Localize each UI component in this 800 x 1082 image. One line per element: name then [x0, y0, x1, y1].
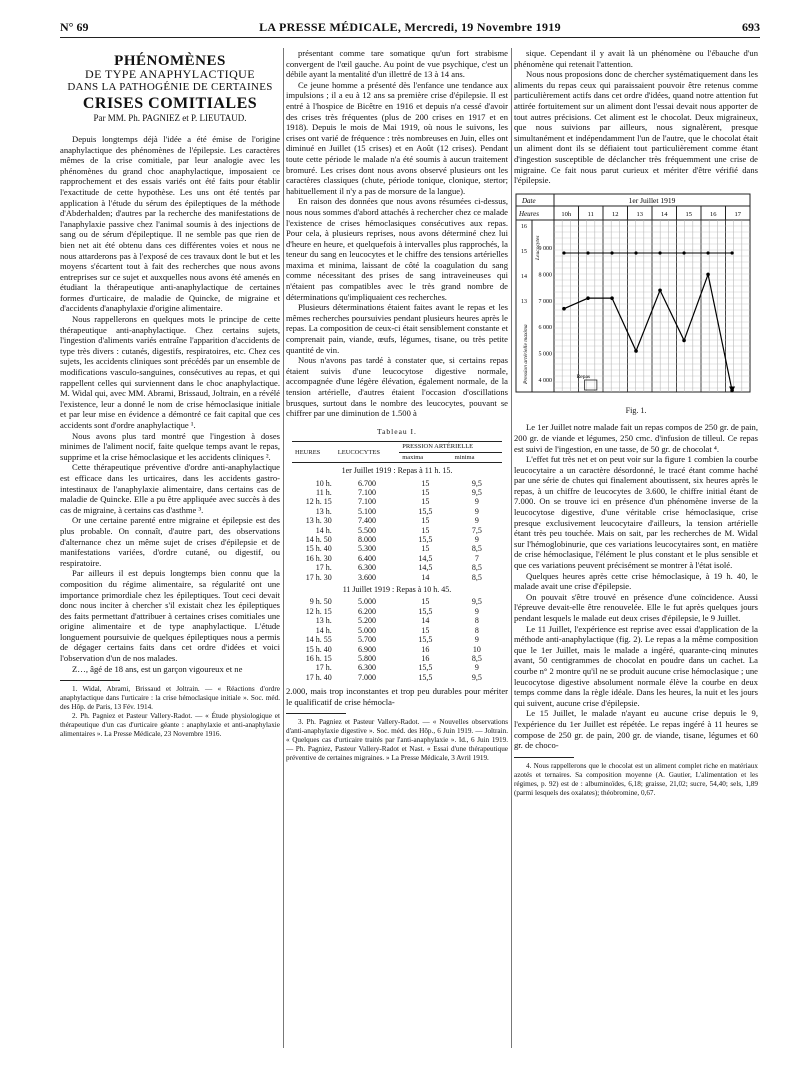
- header-rule: [60, 37, 760, 38]
- table-cell: 8,5: [471, 572, 482, 582]
- paragraph: Cette thérapeutique préventive d'ordre anti-anaphylactique est efficace dans les urticaires, dans les accidents gastro-intestinaux de l'anaphylaxie alimentaire, dans certains cas de maladie de Quincke. Elle a pu être appliquée avec succès à des cas de migraine, à certains cas d'asthme ³.: [60, 462, 280, 515]
- column-3-body: [514, 422, 758, 750]
- table-row: [292, 507, 502, 516]
- chart-title: 1er Juillet 1919: [628, 195, 676, 205]
- article-title-line1: PHÉNOMÈNES: [114, 53, 226, 69]
- table-cell: 3.600: [357, 572, 376, 582]
- table-cell: 10 h.: [315, 478, 332, 488]
- table-cell: 15: [421, 625, 430, 635]
- table-row: [292, 645, 502, 654]
- table-cell: 17 h. 40: [305, 672, 332, 682]
- chart-leuco-tick: 7 000: [538, 298, 552, 305]
- table-row: [292, 616, 502, 625]
- chart-hour-label: 17: [734, 210, 741, 218]
- footnote-rule: [514, 757, 574, 758]
- table-cell: 15,5: [418, 663, 433, 673]
- table-cell: 10: [472, 644, 481, 654]
- table-row: [292, 479, 502, 488]
- table-row: [292, 607, 502, 616]
- column-2-footnotes: [286, 718, 508, 763]
- table-cell: 15,5: [418, 672, 433, 682]
- table-cell: 17 h.: [315, 563, 332, 573]
- table-cell: 9 h. 50: [309, 597, 332, 607]
- table-cell: 16 h. 15: [305, 653, 332, 663]
- table-row: [292, 635, 502, 644]
- table-group-header: 1er Juillet 1919 : Repas à 11 h. 15.: [341, 466, 453, 476]
- table-cell: 7.100: [357, 497, 376, 507]
- table-cell: 7,5: [471, 525, 482, 535]
- chart-hour-label: 12: [612, 210, 619, 218]
- table-cell: 14,5: [418, 563, 433, 573]
- table-cell: 15,5: [418, 606, 433, 616]
- table-cell: 9,5: [471, 488, 482, 497]
- chart-leuco-tick: 5 000: [538, 351, 552, 358]
- chart-frame: [516, 194, 750, 392]
- table-cell: 6.700: [357, 478, 376, 488]
- table-cell: 7.000: [357, 672, 376, 682]
- article-authors: Par MM. Ph. PAGNIEZ et P. LIEUTAUD.: [93, 113, 247, 124]
- table-row: [292, 544, 502, 553]
- table-cell: 6.300: [357, 563, 376, 573]
- paragraph: Par ailleurs il est depuis longtemps bien connu que la composition du régime alimentaire, sa régularité ont une importance primordiale chez les épileptiques. Tout ceci devait donc nous inciter à chercher s'il existait chez les épileptiques des faits permettant d'attribuer à certaines crises comitiales une origine alimentaire et de type anaphylactique. L'étude longuement poursuivie de quelques épileptiques nous a permis de dégager certains faits dans cet ordre d'idées et voici l'observation d'un de nos malades.: [60, 568, 280, 664]
- table-cell: 8: [474, 616, 479, 626]
- paragraph: Nous avons plus tard montré que l'ingestion à doses minimes de l'aliment nocif, faite quelque temps avant le repas, supprime et la crise hémoclasique et les accidents cliniques ².: [60, 430, 280, 462]
- pressure-point: [586, 251, 589, 254]
- figure-1: [514, 192, 754, 402]
- table-row: [292, 597, 502, 606]
- table-cell: 12 h. 15: [305, 606, 332, 616]
- table-cell: 15,5: [418, 535, 433, 545]
- article-title-line3: DANS LA PATHOGÉNIE DE CERTAINES: [67, 81, 273, 94]
- column-3-top: [514, 48, 758, 186]
- chart-leuco-axis-label: Leucocytes: [535, 235, 541, 260]
- table-cell: 8,5: [471, 563, 482, 573]
- table-row: [292, 554, 502, 563]
- pressure-point: [730, 251, 733, 254]
- table-cell: 5.100: [357, 506, 376, 516]
- table-row: [292, 488, 502, 497]
- chart-hour-label: 13: [636, 210, 643, 218]
- table-cell: 5.000: [357, 597, 376, 607]
- paragraph: Le 15 Juillet, le malade n'ayant eu aucune crise depuis le 9, l'expérience du 1er Juillet est répétée. Le repas ingéré à 11 heures se compose de 250 gr. de pain, 200 gr. de viande, tisane, légumes et 60 gr. de choco-: [514, 708, 758, 751]
- leucocyte-point: [682, 338, 686, 342]
- table-cell: 5.800: [357, 653, 376, 663]
- leucocyte-point: [634, 349, 638, 353]
- table-cell: 13 h. 30: [305, 516, 332, 526]
- table-cell: 8,5: [471, 653, 482, 663]
- leucocyte-point: [586, 296, 590, 300]
- table-cell: 7: [474, 553, 479, 563]
- paragraph: Nous n'avons pas tardé à constater que, si certains repas étaient suivis d'une leucocytose digestive normale, accompagnée d'une légère élévation, également normale, de la tension artérielle, d'autres étaient l'occasion d'oscillations brusques, surtout dans le nombre des leucocytes, pouvant se chiffrer par une diminution de 1.500 à: [286, 355, 508, 419]
- pressure-point: [682, 251, 685, 254]
- table-cell: 9,5: [471, 672, 482, 682]
- paragraph: On pouvait s'être trouvé en présence d'une coïncidence. Aussi l'épreuve devait-elle être renouvelée. Elle le fut après quelques jours pendant lesquels le malade eut deux crises d'épilepsie, le 9 Juillet.: [514, 591, 758, 623]
- footnote: 3. Ph. Pagniez et Pasteur Vallery-Radot. — « Nouvelles observations d'anti-anaphylaxie digestive ». Soc. méd. des Hôp., 6 Juin 1919. — Joltrain. « Quelques cas d'urticaire traités par l'anti-anaphylaxie ». Id., 6 Juin 1919. — Ph. Pagniez, Pasteur Vallery-Radot et Nast. « Essai d'une thérapeutique préventive de certaines migraines. » La Presse Médicale, 3 Avril 1919.: [286, 718, 508, 763]
- footnote-rule: [286, 713, 346, 714]
- table-cell: 6.300: [357, 663, 376, 673]
- pressure-point: [658, 251, 661, 254]
- page-number: 693: [742, 20, 760, 34]
- table-cell: 15: [421, 516, 430, 526]
- table-cell: 11 h.: [316, 488, 332, 497]
- column-1-footnotes: [60, 685, 280, 739]
- table-cell: 15,5: [418, 635, 433, 645]
- chart-pressure-tick: 13: [521, 298, 527, 305]
- col-leucocytes: LEUCOCYTES: [335, 442, 399, 463]
- table-row: [292, 673, 502, 682]
- paragraph: L'effet fut très net et on peut voir sur la figure 1 combien la courbe leucocytaire a un caractère désordonné, le tracé étant comme haché par une série de chutes qui finalement aboutissent, six heures après le repas, à un chiffre de leucocytes de 3.600, le chiffre initial étant de 7.000. On se trouve ici en présence d'un phénomène inverse de la leucocytose digestive, d'une véritable crise hémoclasique, crise presque exclusivement leucocytaire d'ailleurs, la tension artérielle étant très peu touchée. Mais on sait, par les recherches de M. Widal sur l'hémoglobinurie, que ces variations leucocytaires sont, en matière de crise hémoclasique, l'élément le plus constant et le plus sensible et que ces variations peuvent précisément se montrer à l'état isolé.: [514, 454, 758, 571]
- table-cell: 7.400: [357, 516, 376, 526]
- chart-leuco-tick: 6 000: [538, 324, 552, 331]
- table-cell: 9,5: [471, 597, 482, 607]
- table-cell: 5.000: [357, 625, 376, 635]
- pressure-point: [706, 251, 709, 254]
- paragraph: présentant comme tare somatique qu'un fort strabisme convergent de l'œil gauche. Au point de vue psychique, c'est un débile ayant la mentalité d'un illettré de 13 à 14 ans.: [286, 48, 508, 80]
- table-cell: 15 h. 40: [305, 544, 332, 554]
- table-cell: 15: [421, 488, 430, 497]
- table-cell: 15: [421, 544, 430, 554]
- paragraph: Nous rappellerons en quelques mots le principe de cette thérapeutique anti-anaphylactique. Chez certains sujets, l'ingestion d'aliments variés entraîne l'apparition d'accidents de type très divers : cutanés, digestifs, respiratoires, etc. Chez ces sujets, les accidents cliniques sont précédés par un ensemble de modifications vasculo-sanguines, consécutives au repas, et qui rappellent celles qui surviennent dans le choc anaphylactique. M. Widal qui, avec MM. Abrami, Brissaud, Joltrain, en a révélé l'existence, leur a donné le nom de crise hémoclasique initiale et par leur mise en évidence a démontré ce fait capital que ces accidents sont d'ordre anaphylactique ¹.: [60, 314, 280, 430]
- chart-pressure-tick: 14: [521, 273, 527, 280]
- table-row: [292, 563, 502, 572]
- column-1: [60, 48, 280, 1038]
- table-cell: 13 h.: [315, 506, 332, 516]
- chart-hour-label: 15: [685, 210, 692, 218]
- paragraph: 2.000, mais trop inconstantes et trop peu durables pour mériter le qualificatif de crise hémocla-: [286, 686, 508, 707]
- table-cell: 16: [421, 644, 430, 654]
- paragraph: En raison des données que nous avons résumées ci-dessus, nous nous sommes d'abord attachés à rechercher chez ce malade l'existence de crises hémoclasiques consécutives aux repas. Pour cela, à plusieurs reprises, nous avons déterminé chez lui d'heure en heure, et quelquefois à intervalles plus rapprochés, la teneur du sang en leucocytes et le chiffre des tensions artérielles maxima et minima, laissant de côté la coagulation du sang comme nécessitant des prises de sang intraveineuses qui n'étaient pas compatibles avec le très grand nombre de déterminations qu'impliquaient ces recherches.: [286, 196, 508, 302]
- table-cell: 7.100: [357, 488, 376, 497]
- pressure-point: [610, 251, 613, 254]
- table-row: [292, 526, 502, 535]
- table-cell: 9: [474, 506, 479, 516]
- chart-leuco-tick: 8 000: [538, 272, 552, 279]
- chart-hour-label: 10h: [561, 210, 572, 218]
- leucocyte-point: [658, 288, 662, 292]
- column-3: [514, 48, 758, 1038]
- col-maxima: maxima: [399, 452, 451, 462]
- chart-hour-label: 16: [710, 210, 717, 218]
- leucocyte-point: [562, 307, 566, 311]
- table-cell: 9: [474, 635, 479, 645]
- footnote: 2. Ph. Pagniez et Pasteur Vallery-Radot. — « Étude physiologique et thérapeutique d'un cas d'urticaire géante : anaphylaxie et anti-anaphylaxie alimentaires ». La Presse Médicale, 23 Novembre 1916.: [60, 712, 280, 739]
- column-2: [286, 48, 508, 1038]
- paragraph: Ce jeune homme a présenté dès l'enfance une tendance aux impulsions ; il a eu à 12 ans sa première crise d'épilepsie. Il est entré à l'hospice de Bicêtre en 1916 et depuis n'a cessé d'avoir des crises très fréquentes (plus de 200 crises en 1917 et en 1918). Depuis le mois de Mai 1919, où nous le suivons, les crises ont varié de fréquence : très nombreuses en Juin, elles ont diminué en Juillet (15 crises) et en Août (12 crises). Pendant toute cette période le malade n'a été soumis à aucun traitement bromuré. Les crises dont nous avons observé plusieurs ont les caractères classiques (chute, période tonique, clonique, stertor; habituellement il n'y a pas de morsure de la langue).: [286, 79, 508, 196]
- chart-date-label: Date: [522, 196, 536, 205]
- table-cell: 13 h.: [315, 616, 332, 626]
- table-cell: 16: [421, 653, 430, 663]
- paragraph: Le 11 Juillet, l'expérience est reprise avec essai d'application de la méthode anti-anaphylactique (fig. 2). Le repas a la même composition que le 1er Juillet, mais le malade a ingéré, quarante-cinq minutes avant, 50 centigrammes de chocolat en poudre dans un cachet. La courbe n° 2 montre qu'il ne se produit aucune crise hémoclasique ; une leucocytose digestive absolument normale élève la courbe en deux temps comme dans la règle idéale. Dans les heures, la nuit et les jours qui suivent, aucune crise d'épilepsie.: [514, 623, 758, 708]
- table-cell: 14: [421, 616, 430, 626]
- table-row: [292, 654, 502, 663]
- table-cell: 9: [474, 535, 479, 545]
- table-row: [292, 497, 502, 506]
- table-cell: 12 h. 15: [305, 497, 332, 507]
- table-cell: 17 h.: [315, 663, 332, 673]
- paragraph: Depuis longtemps déjà l'idée a été émise de l'origine anaphylactique des phénomènes de l'épilepsie. Les caractères mêmes de la crise comitiale, par leur analogie avec les phénomènes du grand choc anaphylactique, imposaient ce rapprochement et des essais variés ont été faits pour établir l'exactitude de cette hypothèse. Les uns ont été tentés par application à l'étude du sérum des épileptiques de la méthode d'Abderhalden; d'autres par la recherche des manifestations de l'anaphylaxie passive chez l'animal soumis à des injections de sang ou de sérum d'épileptique. Il ne semble pas que rien de bien net ait été obtenu dans ces différentes voies et nous ne nous attarderons pas à l'exposé de ces travaux dont le but et les moyens s'écartent tout à fait des recherches que nous avons entreprises sur ce sujet et auxquelles nous avons été amenés en étudiant la thérapeutique anti-anaphylactique de certaines formes d'urticaire, de maladie de Quincke, de migraine et d'accidents d'anaphylaxie d'origine alimentaire.: [60, 133, 280, 314]
- chart-repas-label: Repas: [576, 373, 591, 380]
- table-row: [292, 626, 502, 635]
- chart-leuco-tick: 4 000: [538, 377, 552, 384]
- chart-pressure-axis-label: Pression artérielle maxima: [523, 324, 529, 384]
- chart-hours-label: Heures: [519, 209, 539, 218]
- figure-caption: Fig. 1.: [625, 405, 647, 415]
- col-heures: HEURES: [292, 442, 335, 463]
- paragraph: Nous nous proposions donc de chercher systématiquement dans les aliments du repas ceux qui paraissaient pouvoir être retenus comme particulièrement actifs dans cet ordre d'idées, quand notre attention fut attirée fortuitement sur un aliment dont l'essai devait nous apporter de tout autres précisions. Cet aliment est le chocolat. Deux migraineux, que nous suivions par ailleurs, nous signalèrent, presque simultanément et indépendamment l'un de l'autre, que le chocolat était un aliment dont ils se défiaient tout particulièrement comme étant d'ingestion susceptible de déclancher très fréquemment une crise de migraine. Ce fait nous parut curieux et mériter d'être vérifié dans l'épilepsie.: [514, 69, 758, 186]
- table-cell: 15: [421, 597, 430, 607]
- article-title-line2: DE TYPE ANAPHYLACTIQUE: [85, 66, 255, 81]
- column-1-body: [60, 134, 280, 674]
- footnote: 4. Nous rappellerons que le chocolat est un aliment complet riche en matériaux azotés et ternaires. Sa composition moyenne (A. Gautier, L'alimentation et les régimes, p. 92) est de : albuminoïdes, 6,18; graisse, 21,02; sucre, 54,40; sels, 1,89 (parmi lesquels des oxalates); théobromine, 0,67.: [514, 761, 758, 797]
- chart-hour-label: 14: [661, 210, 668, 218]
- table-cell: 6.400: [357, 553, 376, 563]
- paragraph: sique. Cependant il y avait là un phénomène ou l'ébauche d'un phénomène qui retenait l'attention.: [514, 48, 758, 69]
- chart-hour-label: 11: [587, 210, 594, 218]
- leucocyte-point: [610, 296, 614, 300]
- table-row: [292, 663, 502, 672]
- col-pression: PRESSION ARTÉRIELLE: [399, 442, 502, 452]
- table-row: [292, 535, 502, 544]
- column-2-body: [286, 48, 508, 419]
- table-cell: 15: [421, 497, 430, 507]
- col-minima: minima: [452, 452, 502, 462]
- column-2-end: [286, 686, 508, 707]
- chart-leuco-tick: 9 000: [538, 245, 552, 252]
- table-cell: 14 h.: [315, 525, 332, 535]
- table-cell: 8,5: [471, 544, 482, 554]
- pressure-point: [634, 251, 637, 254]
- table-cell: 9: [474, 663, 479, 673]
- table-cell: 6.900: [357, 644, 376, 654]
- table-cell: 17 h. 30: [305, 572, 332, 582]
- table-row: [292, 516, 502, 525]
- paragraph: Quelques heures après cette crise hémoclasique, à 19 h. 40, le malade avait une crise d'épilepsie.: [514, 570, 758, 592]
- table-group-header: 11 Juillet 1919 : Repas à 10 h. 45.: [342, 585, 452, 595]
- article-title-line4: CRISES COMITIALES: [82, 94, 258, 112]
- running-header: [60, 20, 760, 38]
- column-divider: [511, 48, 512, 1048]
- table-cell: 9: [474, 497, 479, 507]
- table-cell: 14: [421, 572, 430, 582]
- table-cell: 9: [474, 516, 479, 526]
- table-row: [292, 573, 502, 582]
- table-cell: 5.300: [357, 544, 376, 554]
- table-cell: 8: [474, 625, 479, 635]
- chart-pressure-tick: 15: [521, 248, 527, 255]
- footnote-rule: [60, 680, 120, 681]
- paragraph: Plusieurs déterminations étaient faites avant le repas et les mêmes recherches poursuivies pendant plusieurs heures après le repas. La composition de ceux-ci était sensiblement constante et comprenait pain, viande, œufs, légumes, tisane, ou très petite quantité de vin.: [286, 302, 508, 355]
- table-cell: 14 h.: [315, 625, 332, 635]
- footnote: 1. Widal, Abrami, Brissaud et Joltrain. — « Réactions d'ordre anaphylactique dans l'urticaire : la crise hémoclasique initiale ». Soc. méd. des Hôp. de Paris, 13 Fév. 1914.: [60, 685, 280, 712]
- table-cell: 14 h. 55: [305, 635, 332, 645]
- table-cell: 15,5: [418, 506, 433, 516]
- table-cell: 5.700: [357, 635, 376, 645]
- column-divider: [283, 48, 284, 1048]
- table-cell: 15 h. 40: [305, 644, 332, 654]
- table-cell: 5.200: [357, 616, 376, 626]
- pressure-point: [562, 251, 565, 254]
- journal-title: LA PRESSE MÉDICALE, Mercredi, 19 Novembre 1919: [259, 20, 561, 34]
- issue-number: N° 69: [60, 20, 89, 34]
- table-cell: 9: [474, 606, 479, 616]
- paragraph: Or une certaine parenté entre migraine et épilepsie est des plus probable. On connaît, d'autre part, des observations d'alternance chez un même sujet de crises d'épilepsie et de manifestations variées, d'ordre cutané, ou digestif, ou respiratoire.: [60, 515, 280, 568]
- table-cell: 9,5: [471, 478, 482, 488]
- table-cell: 14 h. 50: [305, 535, 332, 545]
- leucocyte-table: [292, 441, 502, 682]
- table-cell: 5.500: [357, 525, 376, 535]
- leucocyte-chart: [514, 192, 754, 402]
- table-cell: 14,5: [418, 553, 433, 563]
- table-cell: 15: [421, 525, 430, 535]
- table-cell: 16 h. 30: [305, 553, 332, 563]
- chart-pressure-tick: 16: [521, 223, 527, 230]
- table-cell: 6.200: [357, 606, 376, 616]
- table-cell: 15: [421, 478, 430, 488]
- column-3-footnotes: [514, 762, 758, 798]
- paragraph: Z…, âgé de 18 ans, est un garçon vigoureux et ne: [72, 663, 243, 674]
- leucocyte-point: [706, 272, 710, 276]
- table-caption: Tableau I.: [377, 426, 417, 436]
- paragraph: Le 1er Juillet notre malade fait un repas compos de 250 gr. de pain, 200 gr. de viande et légumes, 250 cmc. d'infusion de tilleul. Ce repas est suivi de l'ingestion, en une tasse, de 50 gr. de chocolat ⁴.: [514, 422, 758, 454]
- table-cell: 8.000: [357, 535, 376, 545]
